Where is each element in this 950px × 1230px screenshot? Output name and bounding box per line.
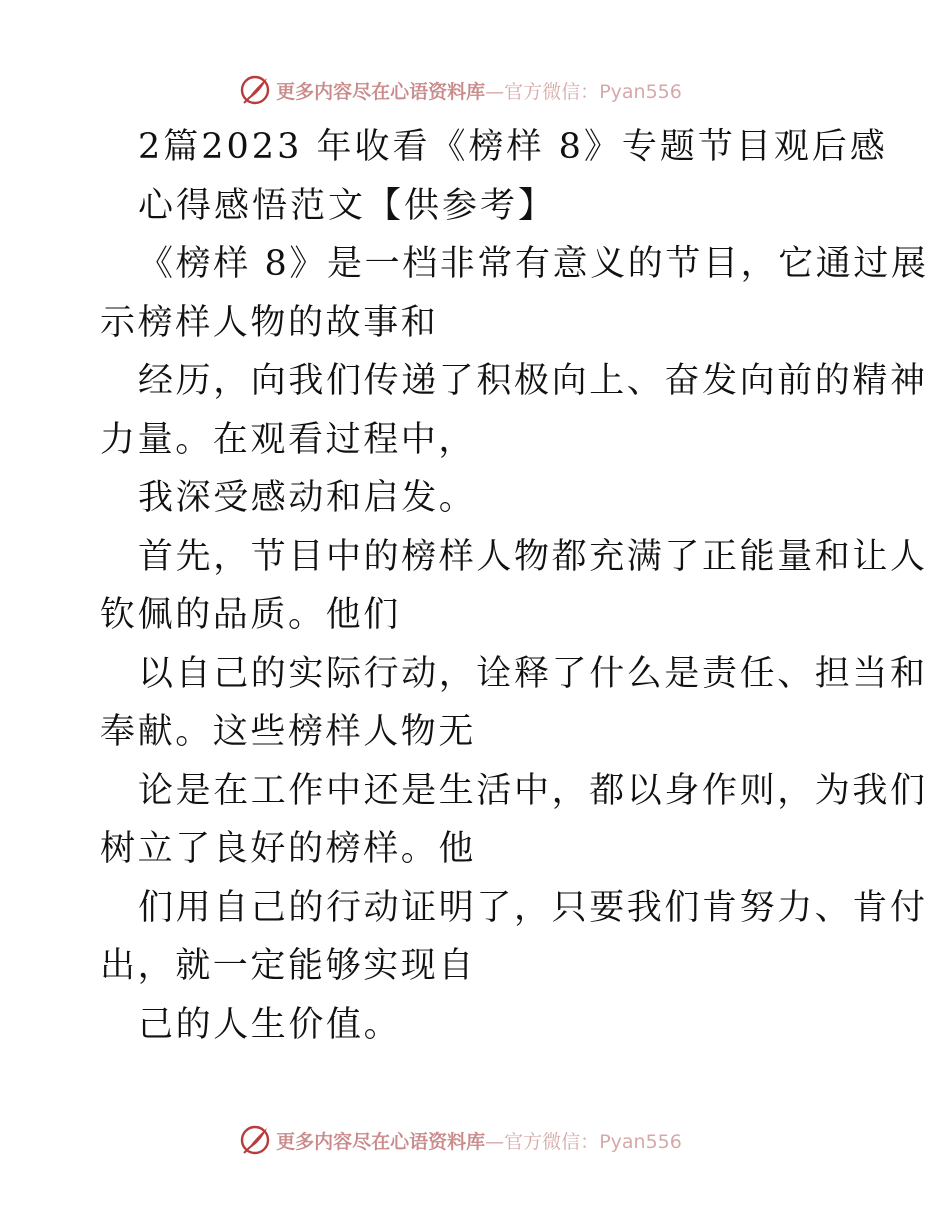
body-line: 钦佩的品质。他们 [100, 595, 401, 635]
body-line: 以自己的实际行动，诠释了什么是责任、担当和 [138, 653, 928, 694]
body-line: 首先，节目中的榜样人物都充满了正能量和让人 [138, 536, 928, 577]
watermark-separator: — [485, 80, 505, 103]
document-title-line-2: 心得感悟范文【供参考】 [138, 185, 557, 226]
footer-watermark [0, 1120, 950, 1160]
header-watermark [0, 70, 950, 110]
document-title-line-1: 2篇2023 年收看《榜样 8》专题节目观后感 [138, 127, 888, 167]
body-line: 出，就一定能够实现自 [100, 946, 477, 986]
watermark-account: Pyan556 [599, 1130, 682, 1153]
watermark-slogan: 更多内容尽在心语资料库 [276, 80, 486, 103]
body-line: 己的人生价值。 [138, 1004, 402, 1045]
watermark-text [276, 1127, 682, 1154]
body-line: 树立了良好的榜样。他 [100, 829, 477, 869]
quill-pen-logo-icon [238, 73, 272, 107]
watermark-slogan: 更多内容尽在心语资料库 [276, 1130, 486, 1153]
quill-pen-logo-icon [238, 1123, 272, 1157]
body-line: 们用自己的行动证明了，只要我们肯努力、肯付 [138, 887, 928, 928]
body-line: 《榜样 8》是一档非常有意义的节目，它通过展 [138, 244, 929, 284]
body-line: 力量。在观看过程中， [100, 419, 477, 460]
watermark-separator: — [485, 1130, 505, 1153]
body-line: 经历，向我们传递了积极向上、奋发向前的精神 [138, 361, 928, 401]
watermark-wechat-label: 官方微信： [504, 80, 600, 103]
watermark-wechat-label: 官方微信： [504, 1130, 600, 1153]
watermark-account: Pyan556 [599, 80, 682, 103]
body-line: 我深受感动和启发。 [138, 478, 477, 518]
body-line: 示榜样人物的故事和 [100, 302, 439, 343]
body-line: 奉献。这些榜样人物无 [100, 712, 477, 752]
document-body [100, 118, 929, 1054]
watermark-text [276, 77, 682, 104]
body-line: 论是在工作中还是生活中，都以身作则，为我们 [138, 770, 928, 811]
